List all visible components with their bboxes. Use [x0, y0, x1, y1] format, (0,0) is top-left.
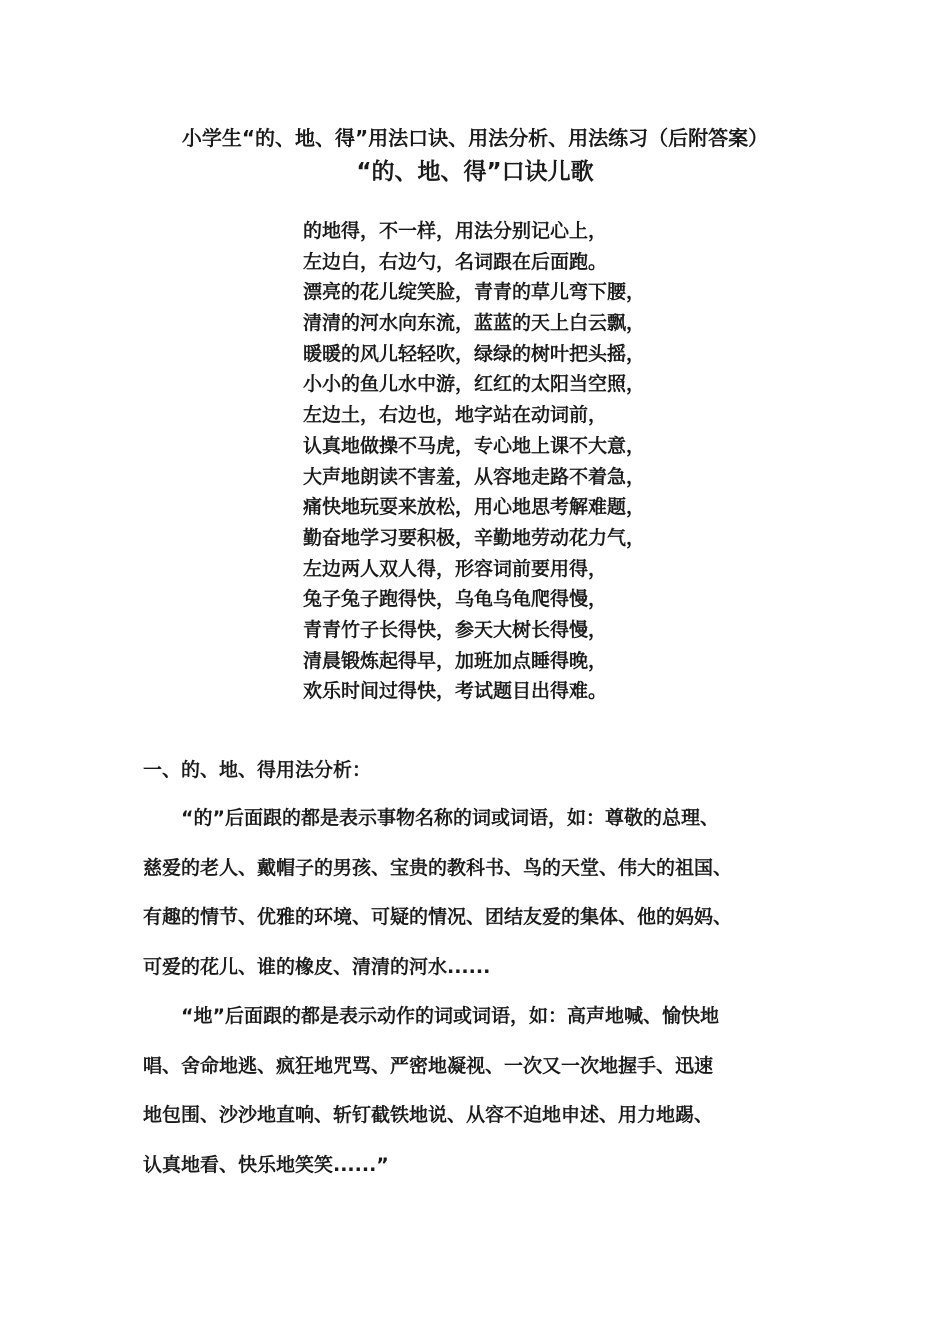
poem-line: 兔子兔子跑得快，乌龟乌龟爬得慢，	[303, 588, 608, 611]
paragraph-di-usage	[143, 992, 811, 1190]
poem-line: 左边白，右边勺，名词跟在后面跑。	[303, 250, 608, 273]
paragraph-line: 慈爱的老人、戴帽子的男孩、宝贵的教科书、鸟的天堂、伟大的祖国、	[143, 856, 733, 879]
poem-line: 欢乐时间过得快，考试题目出得难。	[303, 680, 608, 703]
paragraph-line: 有趣的情节、优雅的环境、可疑的情况、团结友爱的集体、他的妈妈、	[143, 906, 733, 928]
poem-line: 的地得，不一样，用法分别记心上，	[303, 220, 608, 242]
poem-line: 勤奋地学习要积极，辛勤地劳动花力气，	[303, 526, 646, 549]
paragraph-line: 认真地看、快乐地笑笑......”	[143, 1153, 389, 1176]
poem-line: 左边两人双人得，形容词前要用得，	[303, 557, 608, 580]
paragraph-line: “地”后面跟的都是表示动作的词或词语，如：高声地喊、愉快地	[181, 1005, 719, 1027]
paragraph-line: 地包围、沙沙地直响、斩钉截铁地说、从容不迫地申述、用力地踢、	[143, 1104, 714, 1126]
poem-line: 小小的鱼儿水中游，红红的太阳当空照，	[303, 373, 646, 396]
poem-line: 漂亮的花儿绽笑脸，青青的草儿弯下腰，	[303, 281, 646, 304]
poem-line: 清清的河水向东流，蓝蓝的天上白云飘，	[303, 312, 646, 335]
poem-line: 认真地做操不马虎，专心地上课不大意，	[303, 434, 646, 457]
poem-line: 清晨锻炼起得早，加班加点睡得晚，	[303, 649, 608, 672]
section-heading: 一、的、地、得用法分析：	[143, 759, 372, 781]
paragraph-line: 唱、舍命地逃、疯狂地咒骂、严密地凝视、一次又一次地握手、迅速	[143, 1054, 714, 1077]
poem-line: 青青竹子长得快，参天大树长得慢，	[303, 618, 608, 641]
poem-line: 大声地朗读不害羞，从容地走路不着急，	[303, 465, 646, 488]
paragraph-line: “的”后面跟的都是表示事物名称的词或词语，如：尊敬的总理、	[181, 807, 719, 829]
poem-line: 暖暖的风儿轻轻吹，绿绿的树叶把头摇，	[303, 342, 646, 365]
paragraph-de-usage	[143, 794, 811, 992]
paragraph-line: 可爱的花儿、谁的橡皮、清清的河水......	[143, 955, 491, 978]
document-title: 小学生“的、地、得”用法口诀、用法分析、用法练习（后附答案）	[181, 126, 769, 150]
poem-line: 痛快地玩耍来放松，用心地思考解难题，	[303, 496, 646, 519]
poem-line: 左边土，右边也，地字站在动词前，	[303, 404, 608, 427]
poem-title: “的、地、得”口诀儿歌	[356, 159, 594, 185]
poem	[303, 216, 645, 707]
